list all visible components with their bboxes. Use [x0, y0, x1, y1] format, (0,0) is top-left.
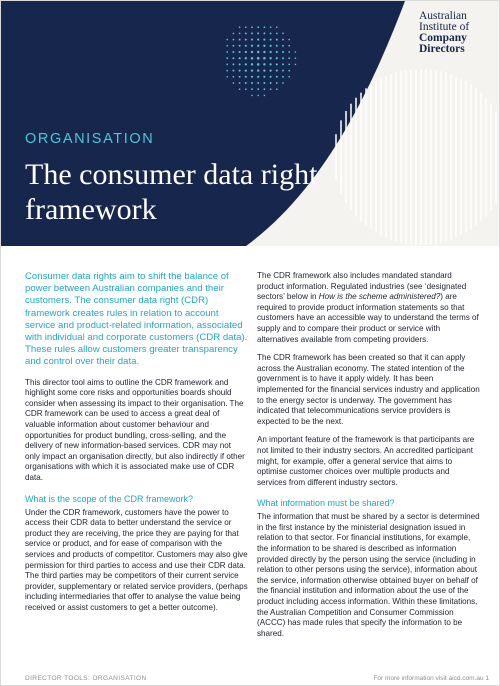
pattern-dot	[288, 70, 290, 72]
pattern-dot	[239, 39, 241, 41]
body-text: ) are required to provide product information statements so that customers have an accessible way to understand the terms of supply and to compare their product or service with alternatives available from competing providers.	[257, 292, 479, 344]
pattern-dot	[288, 39, 290, 41]
pattern-dot	[251, 69, 253, 71]
document-title: The consumer data right framework	[25, 158, 318, 226]
intro-paragraph: Consumer data rights aim to shift the balance of power between Australian companies and their customers. The consumer data right (CDR) framework creates rules in relation to account service and product-related information, associated with individual and corporate customers (CDR data). These rules allow customers greater transparency and control over their data.	[25, 271, 248, 368]
pattern-dot	[239, 70, 241, 72]
section-heading: What information must be shared?	[257, 498, 395, 509]
body-paragraph: Under the CDR framework, customers have the power to access their CDR data to better understand the service or product they are receiving, the price they are paying for that service or product, and for ease of comparison with the services and products of competitor. Customers may also give permission for third parties to access and use their CDR data. The third parties may be competitors of their current service provider, supplementary or related service providers, (perhaps including intermediaries that offer to analyse the value being received or assist customers to get a better outcome).	[25, 507, 248, 612]
pattern-dot	[276, 70, 278, 72]
pattern-dot	[282, 63, 284, 65]
pattern-dot	[276, 51, 278, 53]
pattern-dot	[269, 57, 271, 59]
pattern-dot	[295, 64, 297, 66]
pattern-dot	[251, 45, 253, 47]
left-column	[25, 271, 248, 622]
pattern-dot	[226, 64, 228, 66]
pattern-dot	[282, 70, 284, 72]
pattern-dot	[257, 95, 259, 97]
pattern-dot	[270, 82, 272, 84]
pattern-dot	[263, 57, 266, 60]
pattern-dot	[251, 26, 253, 28]
pattern-dot	[239, 63, 241, 65]
body-paragraph: The CDR framework has been created so that it can apply across the Australian economy. The stated intention of the government is to have it apply widely. It has been implemented for the financial services industry and application to the energy sector is underway. The government has indicated that telecommunications service providers is expected to be the next.	[257, 353, 480, 426]
pattern-dot	[288, 76, 290, 78]
pattern-dot	[263, 63, 265, 65]
pattern-dot	[282, 33, 284, 35]
pattern-dot	[257, 26, 259, 28]
pattern-dot	[263, 82, 265, 84]
pattern-dot	[270, 88, 272, 90]
pattern-dot	[251, 76, 253, 78]
header-banner	[1, 1, 500, 246]
pattern-dot	[245, 32, 247, 34]
pattern-dot	[232, 51, 234, 53]
pattern-dot	[251, 57, 254, 60]
section-label: ORGANISATION	[25, 131, 155, 147]
pattern-dot	[233, 76, 235, 78]
pattern-dot	[276, 26, 278, 28]
pattern-dot	[239, 57, 241, 59]
body-paragraph: This director tool aims to outline the CDR framework and highlight some core risks and opportunities boards should consider when assessing its impact to their organisation. The CDR framework can be used to access a great deal of valuable information about customer behaviour and opportunities for product bundling, cross-selling, and the delivery of new information-based services. CDR may not only impact an organisation directly, but also indirectly if other organisations with which it is associated make use of CDR data.	[25, 377, 245, 482]
pattern-dot	[245, 51, 247, 53]
pattern-dot	[239, 76, 241, 78]
pattern-dot	[257, 45, 259, 47]
pattern-dot	[226, 70, 228, 72]
pattern-dot	[269, 69, 271, 71]
pattern-dot	[276, 76, 278, 78]
pattern-dot	[276, 88, 278, 90]
pattern-dot	[263, 51, 265, 53]
pattern-dot	[245, 39, 247, 41]
pattern-dot	[257, 57, 260, 60]
pattern-dot	[288, 45, 290, 47]
pattern-dot	[232, 70, 234, 72]
pattern-dot	[257, 39, 259, 41]
pattern-dot	[233, 33, 235, 35]
pattern-dot	[264, 26, 266, 28]
pattern-dot	[245, 76, 247, 78]
pattern-dot	[239, 33, 241, 35]
pattern-dot	[276, 63, 278, 65]
pattern-dot	[263, 39, 265, 41]
pattern-dot	[288, 63, 290, 65]
pattern-dot	[251, 95, 253, 97]
pattern-dot	[263, 32, 265, 34]
pattern-dot	[282, 76, 284, 78]
pattern-dot	[282, 57, 284, 59]
pattern-dot	[226, 57, 228, 59]
striped-circle-pattern	[336, 69, 500, 245]
pattern-dot	[282, 39, 284, 41]
pattern-dot	[257, 51, 260, 54]
pattern-dot	[269, 51, 271, 53]
pattern-dot	[251, 82, 253, 84]
pattern-dot	[226, 51, 228, 53]
pattern-dot	[276, 57, 278, 59]
pattern-dot	[270, 45, 272, 47]
pattern-dot	[288, 57, 290, 59]
pattern-dot	[269, 63, 271, 65]
pattern-dot	[226, 39, 228, 41]
pattern-dot	[233, 82, 235, 84]
pattern-dot	[239, 82, 241, 84]
pattern-dot	[295, 51, 297, 53]
pattern-dot	[276, 82, 278, 84]
pattern-dot	[257, 82, 259, 84]
pattern-dot	[226, 76, 228, 78]
right-column	[257, 271, 480, 647]
pattern-dot	[245, 88, 247, 90]
logo-line-2: Institute of	[419, 21, 470, 33]
pattern-dot	[257, 32, 259, 34]
pattern-dot	[232, 63, 234, 65]
pattern-dot	[288, 51, 290, 53]
pattern-dot	[257, 69, 259, 71]
pattern-dot	[245, 70, 247, 72]
pattern-dot	[270, 26, 272, 28]
aicd-logo	[419, 11, 499, 55]
pattern-dot	[257, 76, 259, 78]
pattern-dot	[239, 51, 241, 53]
body-paragraph: An important feature of the framework is that participants are not limited to their industry sectors. An accredited participant might, for example, offer a general service that aims to optimise customer choices over multiple products and services from different industry sectors.	[257, 435, 475, 487]
pattern-dot	[263, 76, 265, 78]
footer-section-label: DIRECTOR TOOLS: ORGANISATION	[25, 675, 147, 682]
footer-page-info: For more information visit aicd.com.au 1	[373, 675, 489, 682]
pattern-dot	[226, 45, 228, 47]
pattern-dot	[245, 45, 247, 47]
body-paragraph	[257, 271, 480, 345]
pattern-dot	[282, 82, 284, 84]
pattern-dot	[270, 76, 272, 78]
pattern-dot	[264, 95, 266, 97]
pattern-dot	[245, 82, 247, 84]
pattern-dot	[251, 51, 253, 53]
body-text: The CDR framework also includes mandated standard product information. Regulated industries (see ‘designated sectors’ below in	[257, 271, 467, 302]
pattern-dot	[263, 69, 265, 71]
logo-line-1: Australian	[419, 10, 467, 22]
emphasis-text: How is the scheme administered?	[318, 292, 441, 302]
pattern-dot	[245, 57, 247, 59]
logo-line-3: Company Directors	[419, 32, 467, 55]
pattern-dot	[251, 88, 253, 90]
pattern-dot	[239, 88, 241, 90]
pattern-dot	[239, 45, 241, 47]
pattern-dot	[263, 88, 265, 90]
pattern-dot	[232, 45, 234, 47]
pattern-dot	[245, 26, 247, 28]
section-heading: What is the scope of the CDR framework?	[25, 493, 194, 504]
pattern-dot	[263, 45, 265, 47]
pattern-dot	[276, 45, 278, 47]
pattern-dot	[251, 63, 253, 65]
pattern-dot	[251, 39, 253, 41]
pattern-dot	[276, 39, 278, 41]
pattern-dot	[232, 57, 234, 59]
pattern-dot	[282, 45, 284, 47]
pattern-dot	[282, 51, 284, 53]
pattern-dot	[233, 39, 235, 41]
pattern-dot	[239, 26, 241, 28]
pattern-dot	[257, 63, 260, 66]
pattern-dot	[270, 39, 272, 41]
pattern-dot	[251, 32, 253, 34]
pattern-dot	[270, 32, 272, 34]
pattern-dot	[257, 88, 259, 90]
pattern-dot	[276, 33, 278, 35]
pattern-dot	[245, 63, 247, 65]
body-paragraph: The information that must be shared by a sector is determined in the first instance by the ministerial designation issued in relation to that sector. For financial institutions, for example, the information to be shared is described as information provided directly by the person using the service (including in relation to other persons using the service), information about the service, information otherwise obtained buyer on behalf of the financial institution and information about the use of the product including access information. Within these limitations, the Australian Competition and Consumer Commission (ACCC) has made rules that specify the information to be shared.	[257, 512, 480, 638]
pattern-dot	[295, 57, 297, 59]
